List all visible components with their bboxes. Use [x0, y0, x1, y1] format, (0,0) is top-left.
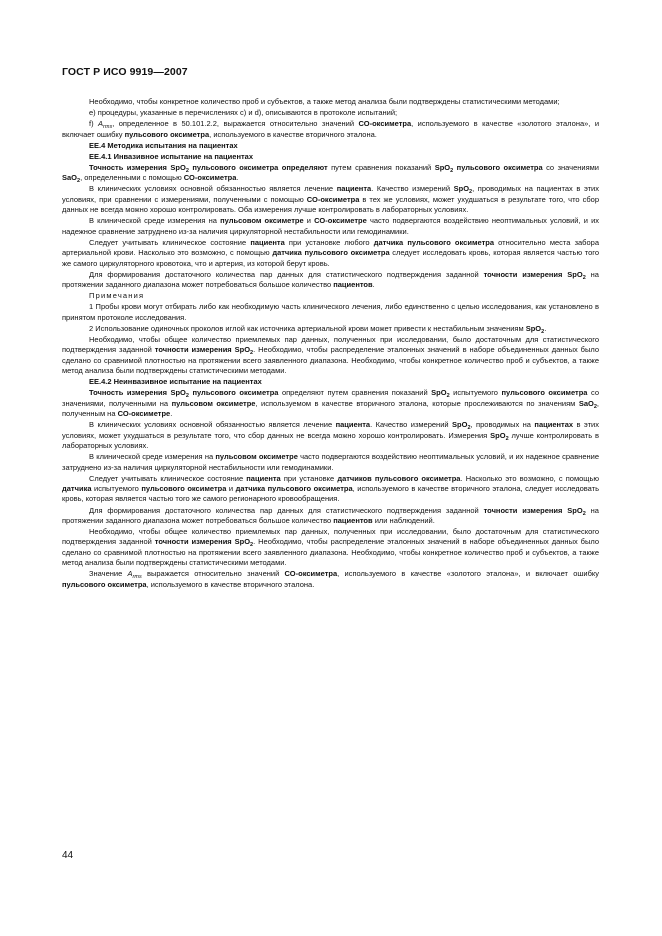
text-run: лучше контролировать в лабораторных условиях. — [62, 430, 599, 450]
notes-heading — [62, 291, 599, 301]
text-run: . Качество измерений — [371, 184, 454, 194]
text-run: 2 — [467, 425, 471, 432]
text-run: A — [127, 569, 133, 579]
text-run: В клинической среде измерения на — [89, 452, 216, 462]
text-run: Необходимо, чтобы конкретное количество проб и субъектов, а также метод анализа были подтверждены статистическими методами; — [89, 97, 560, 106]
text-run: точности измерения SpO — [483, 505, 583, 515]
text-run: 2 — [582, 274, 586, 281]
text-run: Примечания — [89, 291, 145, 301]
text-run: 1 Пробы крови могут отбирать либо как необходимую часть клинического лечения, либо единственно с целью исследования, как установлено в принятом протоколе исследования. — [62, 302, 599, 322]
text-run: 2 — [505, 435, 509, 442]
text-run: . — [236, 173, 239, 183]
text-run: датчиков пульсового оксиметра — [337, 473, 461, 483]
text-run: пульсового оксиметра — [501, 388, 588, 398]
text-run: датчика пульсового оксиметра — [272, 248, 390, 258]
text-run: пациента — [250, 237, 285, 247]
text-run: часто подвергаются воздействию неоптимальных условий, и их надежное сравнение затруднено из-за наличия циркуляторной нестабильности или гемодинамики. — [62, 216, 600, 236]
text-run: пульсовом оксиметре — [171, 398, 256, 408]
text-run: пациентов — [333, 515, 373, 525]
text-run: в тех же условиях, может ухудшаться в результате того, что сбор данных не всегда можно хорошо контролировать. Оба измерения лучше контролировать в лабораторных условиях. — [62, 194, 599, 215]
text-run: точности измерения SpO — [483, 269, 583, 279]
text-run: или наблюдений. — [372, 515, 435, 525]
text-run: в этих условиях, может ухудшаться в результате того, что сбор данных не всегда можно хорошо контролировать. Измерения — [62, 420, 599, 440]
paragraph — [62, 388, 599, 419]
text-run: Для формирования достаточного количества пар данных для статистического подтверждения заданной — [89, 505, 484, 515]
text-run: 2 — [250, 542, 254, 549]
text-run: 2 Использование одиночных проколов иглой как источника артериальной крови может привести к нестабильным значениям — [89, 323, 526, 333]
text-run: , используемого в качестве вторичного эталона. — [209, 129, 377, 139]
text-run: датчика пульсового оксиметра — [373, 237, 494, 247]
text-run: выражается относительно значений — [141, 569, 285, 579]
paragraph — [62, 506, 599, 527]
paragraph — [62, 108, 599, 118]
text-run: ЕЕ.4.1 Инвазивное испытание на пациентах — [89, 151, 253, 161]
text-run: SpO — [453, 184, 470, 194]
text-run: со значениями, полученными на — [62, 388, 599, 408]
text-run: , используемого в качестве «золотого эталона», и включает ошибку — [62, 119, 600, 139]
text-run: пациента — [335, 420, 371, 430]
text-run: при установке — [280, 473, 338, 483]
text-run: со значениями — [542, 162, 599, 172]
text-run: точности измерения SpO — [154, 345, 251, 355]
text-run: , определенное в 50.101.2.2, выражается относительно значений — [112, 119, 359, 129]
text-run: пульсового оксиметра — [141, 484, 227, 493]
text-run: , используемого в качестве вторичного эталона. — [146, 579, 315, 589]
text-run: датчика пульсового оксиметра — [235, 484, 353, 493]
text-run: . Необходимо, чтобы распределение эталонных значений в наборе объединенных данных было сделано со сравнимой плотностью на протяжении всего заявленного диапазона. Необходимо, чтобы конкретное количество проб и субъектов, а также метод анализа были подтверждены статистическими методами. — [62, 537, 599, 568]
text-run: пульсового оксиметра определяют — [188, 162, 328, 172]
text-run: SpO — [452, 420, 468, 430]
text-run: пациентах — [534, 420, 574, 430]
paragraph — [62, 420, 599, 451]
text-run: путем сравнения показаний — [327, 162, 435, 172]
text-run: f) — [89, 119, 99, 129]
text-run: е) процедуры, указанные в перечислениях с) и d), описываются в протоколе испытаний; — [89, 108, 398, 118]
text-run: A — [98, 119, 104, 129]
paragraph — [62, 335, 599, 377]
text-run: , используемом в качестве вторичного эталона, которые прослеживаются по значениям — [255, 398, 579, 408]
text-run: и — [226, 484, 236, 493]
text-run: пациентов — [333, 280, 373, 290]
text-run: следует исследовать кровь, которая является частью того же самого циркуляторного кровотока, что и артерия, из которой берут кровь. — [62, 248, 600, 268]
paragraph — [62, 302, 599, 323]
text-run: SaO — [578, 398, 594, 408]
text-run: ЕЕ.4 Методика испытания на пациентах — [89, 140, 238, 150]
section-heading — [62, 377, 599, 387]
text-run: . Насколько это возможно, с помощью — [460, 473, 600, 483]
text-run: Точность измерения SpO — [89, 388, 186, 398]
text-run: SpO — [525, 323, 542, 333]
text-run: rms — [132, 574, 142, 581]
paragraph — [62, 324, 599, 334]
text-run: 2 — [541, 328, 545, 335]
text-run: 2 — [77, 178, 81, 185]
paragraph — [62, 163, 599, 184]
text-run: Значение — [89, 569, 128, 579]
text-run: Необходимо, чтобы общее количество приемлемых пар данных, полученных при исследовании, было достаточным для статистического подтверждения заданной — [62, 334, 599, 355]
text-run: пульсового оксиметра — [188, 388, 279, 398]
text-run: , полученным на — [62, 398, 599, 419]
text-run: пациента — [246, 473, 281, 483]
paragraph — [62, 474, 599, 505]
text-run: пульсового оксиметра — [62, 579, 147, 589]
paragraph — [62, 527, 599, 569]
text-run: 2 — [250, 350, 254, 357]
text-run: пульсового оксиметра — [453, 162, 543, 172]
text-run: 2 — [446, 393, 450, 400]
text-run: , используемого в качестве «золотого эталона», и включает ошибку — [337, 569, 599, 579]
text-run: пациента — [336, 184, 372, 194]
text-run: ЕЕ.4.2 Неинвазивное испытание на пациентах — [89, 377, 262, 387]
text-run: пульсового оксиметра — [124, 129, 210, 139]
paragraph — [62, 452, 599, 473]
page-number: 44 — [62, 850, 74, 861]
paragraph — [62, 270, 599, 291]
text-run: . — [170, 409, 173, 419]
section-heading — [62, 141, 599, 151]
paragraph — [62, 184, 599, 215]
document-body — [62, 97, 599, 591]
text-run: Точность измерения SpO — [89, 162, 186, 172]
text-run: на протяжении заданного диапазона может потребоваться большое количество — [62, 505, 599, 525]
text-run: СО-оксиметра — [306, 194, 360, 204]
text-run: SpO — [434, 162, 451, 172]
text-run: 2 — [450, 167, 454, 174]
text-run: , проводимых на пациентах в этих условиях, при сравнении с измерениями, полученными с помощью — [62, 184, 599, 204]
paragraph — [62, 238, 599, 269]
text-run: , используемого в качестве вторичного эталона, следует исследовать кровь, которая является частью того же самого регионарного кровообращения. — [62, 484, 600, 504]
text-run: . Необходимо, чтобы распределение эталонных значений в наборе объединенных данных было сделано со сравнимой плотностью на протяжении всего заявленного диапазона. Необходимо, чтобы конкретное количество проб и субъектов, а также метод анализа были подтверждены статистическими методами. — [62, 345, 599, 376]
paragraph — [62, 97, 599, 107]
paragraph — [62, 569, 599, 590]
text-run: Необходимо, чтобы общее количество приемлемых пар данных, полученных при исследовании, было достаточным для статистического подтверждения заданной — [62, 527, 599, 547]
text-run: В клинических условиях основной обязанностью является лечение — [89, 184, 337, 194]
text-run: . — [372, 280, 375, 290]
text-run: Следует учитывать клиническое состояние — [89, 473, 247, 483]
text-run: В клинических условиях основной обязанностью является лечение — [89, 420, 336, 430]
text-run: датчика — [62, 484, 92, 493]
text-run: Следует учитывать клиническое состояние — [89, 237, 251, 247]
text-run: SpO — [490, 430, 506, 440]
text-run: rms — [103, 124, 113, 131]
text-run: Для формирования достаточного количества пар данных для статистического подтверждения заданной — [89, 269, 484, 279]
text-run: СО-оксиметра — [183, 173, 237, 183]
text-run: , проводимых на — [470, 420, 535, 430]
document-header: ГОСТ Р ИСО 9919—2007 — [62, 66, 188, 78]
text-run: SpO — [431, 388, 447, 398]
text-run: пульсовом оксиметре — [215, 452, 298, 462]
text-run: часто подвергаются воздействию неоптимальных условий, и их надежное сравнение затруднено из-за наличия циркуляторной нестабильности или гемодинамики. — [62, 452, 599, 472]
text-run: на протяжении заданного диапазона может потребоваться большое количество — [62, 269, 599, 290]
text-run: 2 — [185, 393, 189, 400]
text-run: SaO — [62, 173, 78, 183]
text-run: испытуемого — [91, 484, 142, 493]
section-heading — [62, 152, 599, 162]
text-run: СО-оксиметре — [117, 409, 171, 419]
text-run: 2 — [582, 510, 586, 517]
text-run: пульсовом оксиметре — [220, 216, 304, 226]
text-run: 2 — [469, 189, 473, 196]
text-run: . — [544, 323, 547, 333]
text-run: СО-оксиметра — [358, 119, 412, 129]
text-run: точности измерения SpO — [154, 537, 251, 547]
text-run: относительно места забора артериальной крови. Насколько это возможно, с помощью — [62, 237, 599, 258]
text-run: . Качество измерений — [370, 420, 453, 430]
paragraph — [62, 119, 599, 140]
text-run: 2 — [185, 167, 189, 174]
text-run: определяют путем сравнения показаний — [278, 388, 432, 398]
paragraph — [62, 216, 599, 237]
text-run: и — [303, 216, 315, 226]
text-run: СО-оксиметре — [314, 216, 367, 226]
text-run: , определенными с помощью — [80, 173, 184, 183]
text-run: при установке любого — [284, 237, 374, 247]
text-run: СО-оксиметра — [284, 569, 338, 579]
text-run: 2 — [593, 403, 597, 410]
text-run: В клинической среде измерения на — [89, 216, 221, 226]
text-run: испытуемого — [449, 388, 502, 398]
